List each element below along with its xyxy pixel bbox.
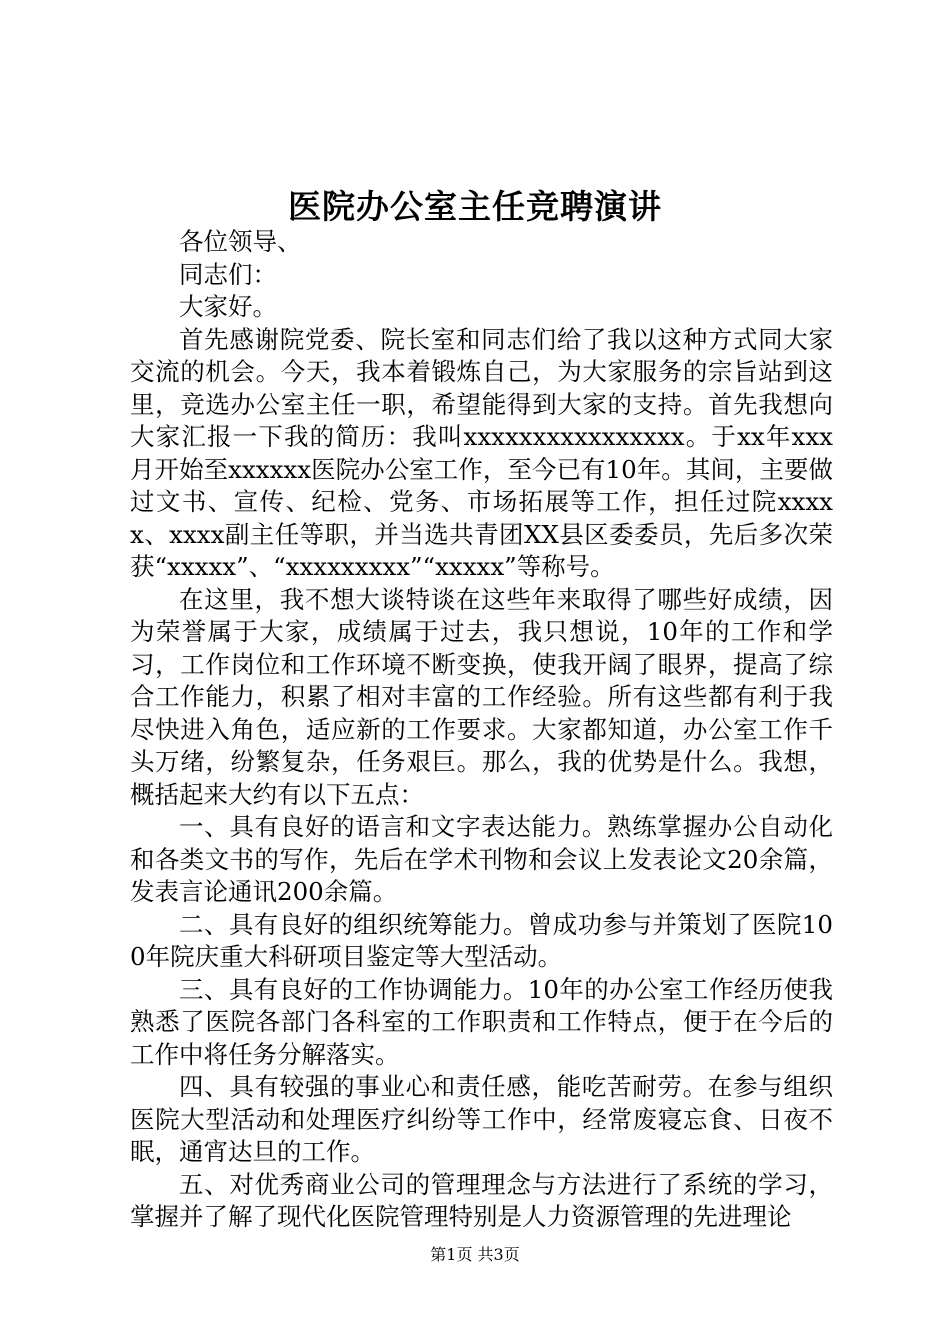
paragraph-experience: 在这里，我不想大谈特谈在这些年来取得了哪些好成绩，因为荣誉属于大家，成绩属于过去，我只想说，10年的工作和学习，工作岗位和工作环境不断变换，使我开阔了眼界，提高了综合工作能力，积累了相对丰富的工作经验。所有这些都有利于我尽快进入角色，适应新的工作要求。大家都知道，办公室工作千头万绪，纷繁复杂，任务艰巨。那么，我的优势是什么。我想，概括起来大约有以下五点： xyxy=(130,584,833,809)
paragraph-point-3: 三、具有良好的工作协调能力。10年的办公室工作经历使我熟悉了医院各部门各科室的工作职责和工作特点，便于在今后的工作中将任务分解落实。 xyxy=(130,974,833,1069)
page-footer: 第1页 共3页 xyxy=(430,1245,520,1264)
paragraph-point-1: 一、具有良好的语言和文字表达能力。熟练掌握办公自动化和各类文书的写作，先后在学术刊物和会议上发表论文20余篇，发表言论通讯200余篇。 xyxy=(130,812,833,906)
paragraph-point-2: 二、具有良好的组织统筹能力。曾成功参与并策划了医院100年院庆重大科研项目鉴定等大型活动。 xyxy=(130,909,833,971)
paragraph-point-4: 四、具有较强的事业心和责任感，能吃苦耐劳。在参与组织医院大型活动和处理医疗纠纷等工作中，经常废寝忘食、日夜不眠，通宵达旦的工作。 xyxy=(130,1072,833,1166)
paragraph-greeting: 大家好。 xyxy=(179,292,277,321)
paragraph-salutation-comrades: 同志们： xyxy=(179,259,277,289)
paragraph-salutation-leaders: 各位领导、 xyxy=(179,227,302,256)
paragraph-introduction: 首先感谢院党委、院长室和同志们给了我以这种方式同大家交流的机会。今天，我本着锻炼自己，为大家服务的宗旨站到这里，竞选办公室主任一职，希望能得到大家的支持。首先我想向大家汇报一下我的简历：我叫xxxxxxxxxxxxxxxx。于xx年xxx月开始至xxxxxx医院办公室工作，至今已有10年。其间，主要做过文书、宣传、纪检、党务、市场拓展等工作，担任过院xxxxx、xxxx副主任等职，并当选共青团XX县区委委员，先后多次荣获“xxxxx”、“xxxxxxxxx”“xxxxx”等称号。 xyxy=(130,324,833,581)
document-body xyxy=(130,226,833,1234)
paragraph-point-5: 五、对优秀商业公司的管理理念与方法进行了系统的学习，掌握并了解了现代化医院管理特别是人力资源管理的先进理论 xyxy=(130,1169,833,1231)
document-title: 医院办公室主任竞聘演讲 xyxy=(288,187,662,226)
